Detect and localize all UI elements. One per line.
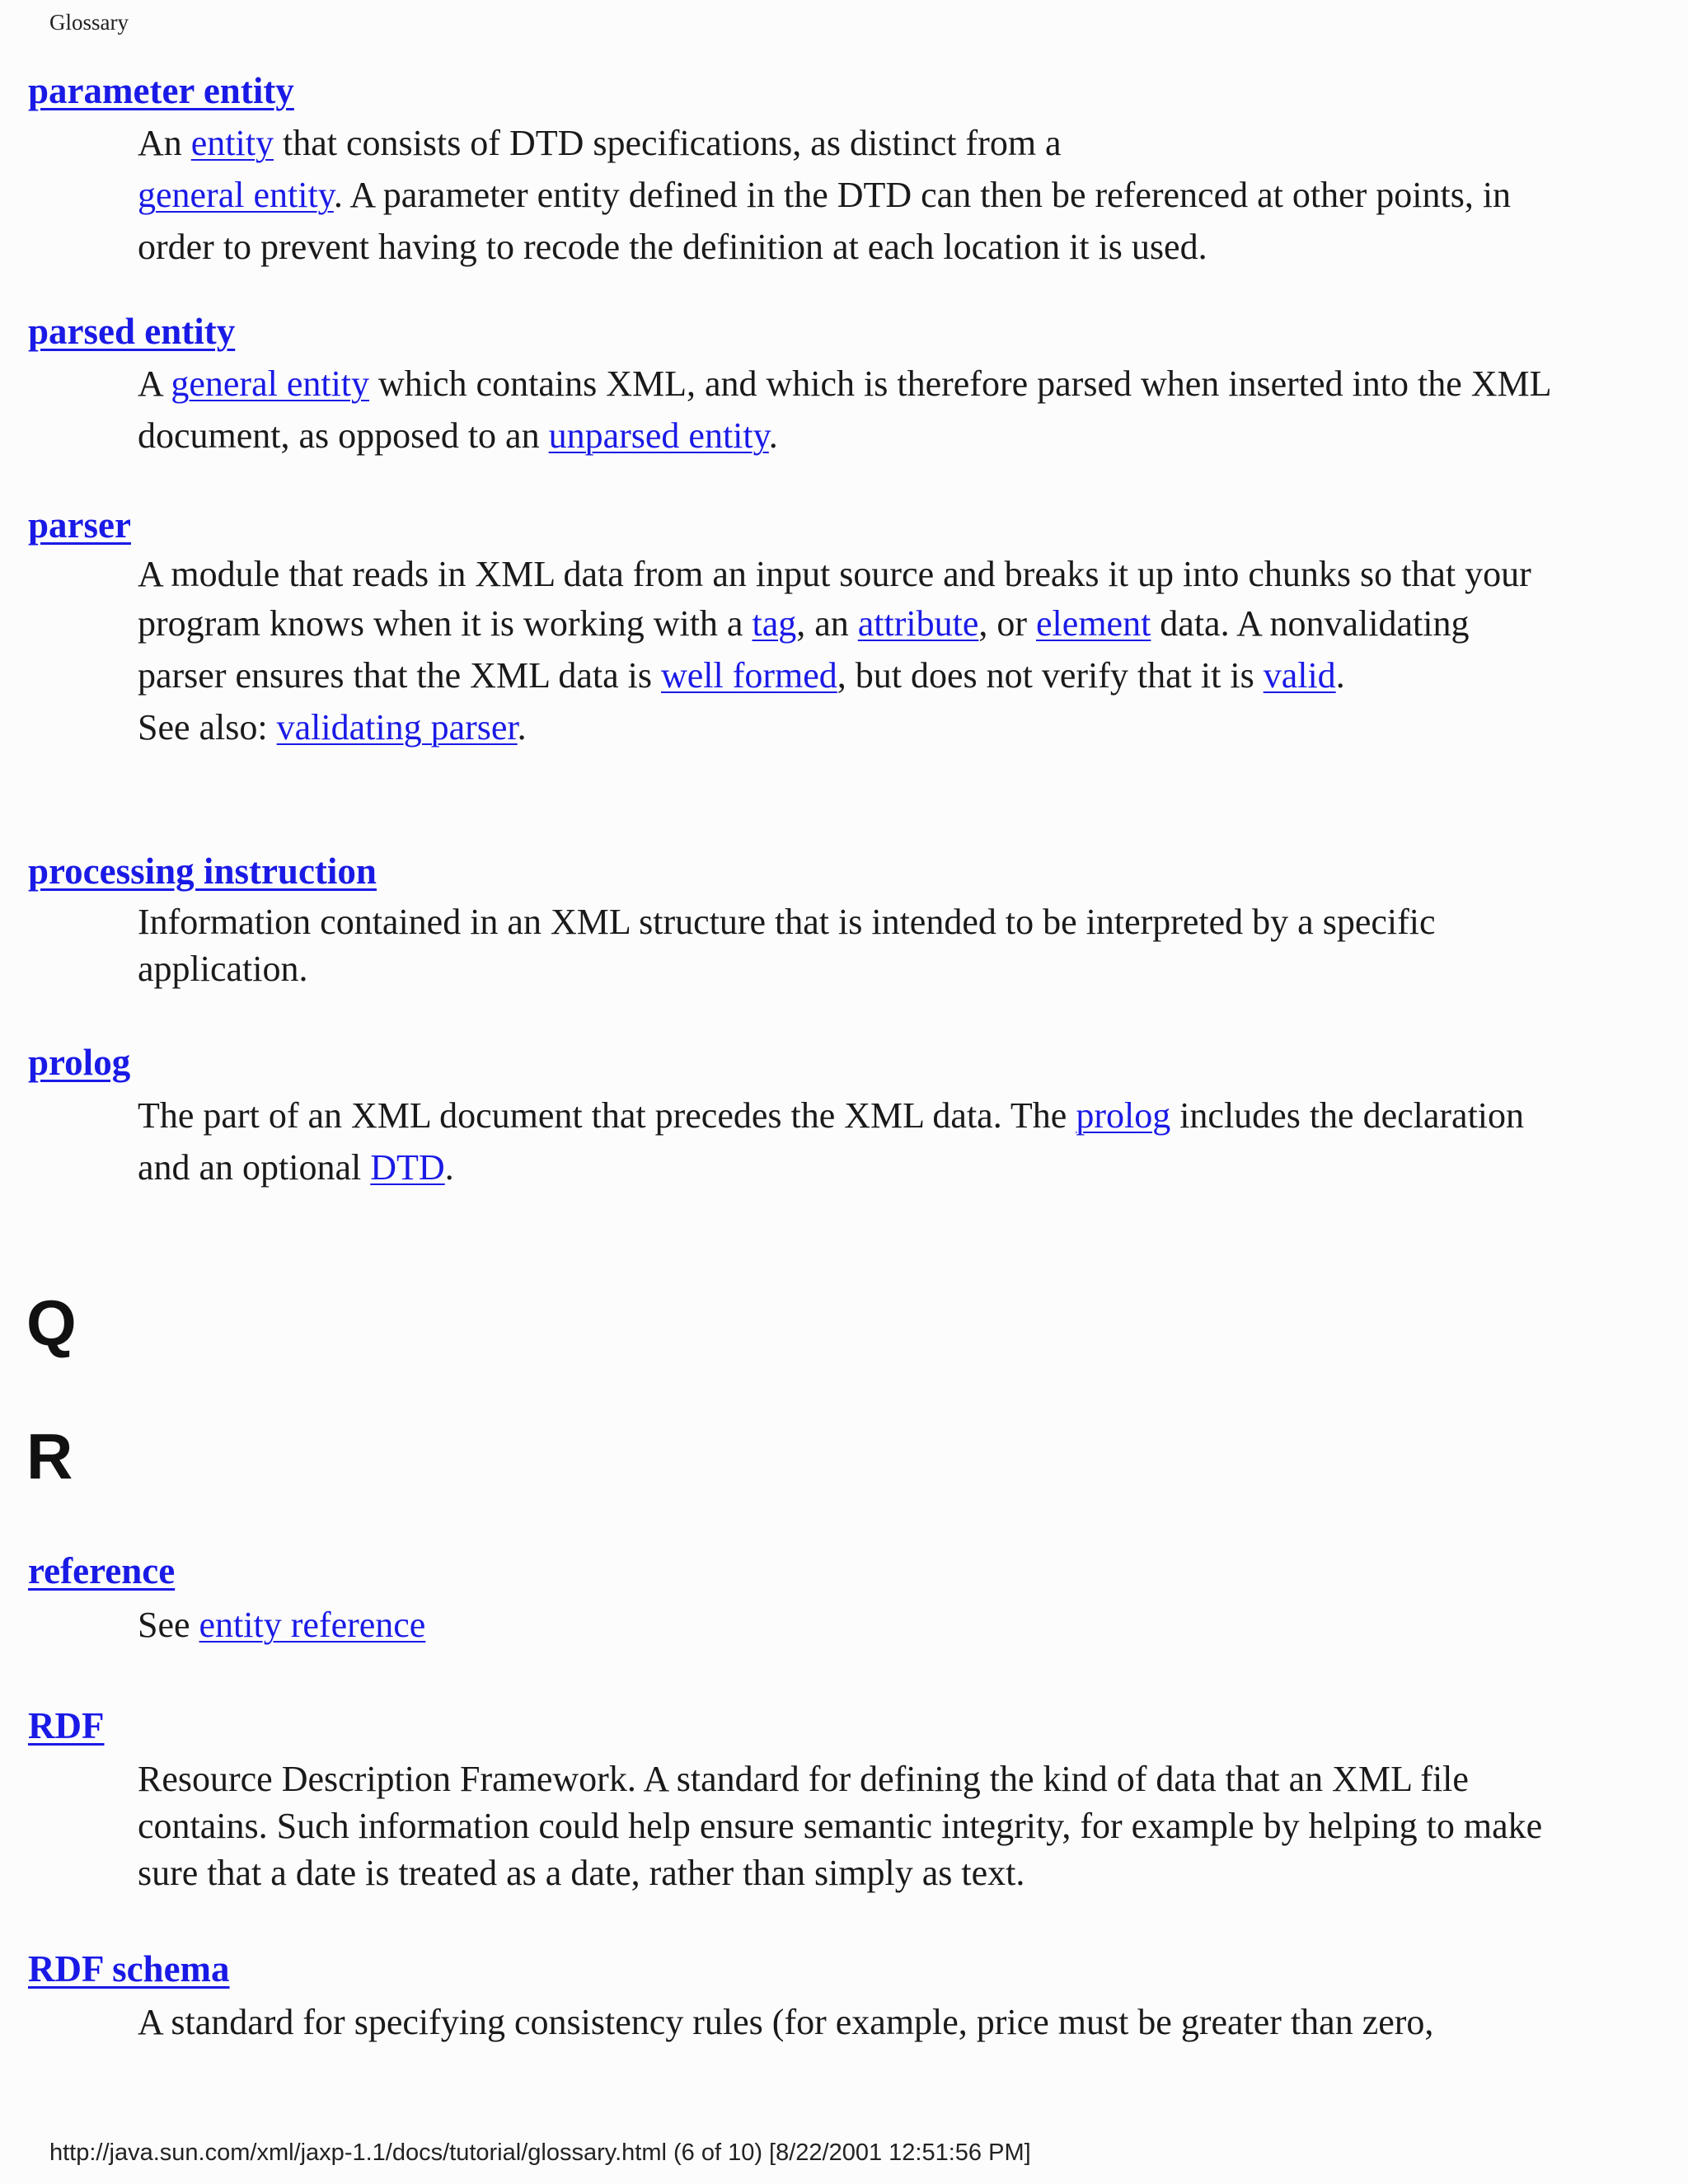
definition-line: and an optional DTD. [138,1147,454,1188]
definition-line: See also: validating parser. [138,707,527,748]
link-entity[interactable]: entity [190,123,274,163]
term-parsed-entity[interactable]: parsed entity [28,311,236,352]
link-prolog[interactable]: prolog [1076,1095,1171,1136]
link-entity-reference[interactable]: entity reference [199,1605,426,1645]
term-prolog[interactable]: prolog [28,1042,131,1083]
definition-parser [138,551,1662,753]
definition-line: Resource Description Framework. A standard for defining the kind of data that an XML file [138,1759,1469,1799]
link-valid[interactable]: valid [1263,655,1336,696]
definition-prolog [138,1090,1662,1193]
definition-line: application. [138,949,308,989]
page-header-title: Glossary [49,10,129,35]
link-unparsed-entity[interactable]: unparsed entity [548,415,769,456]
definition-line: A module that reads in XML data from an input source and breaks it up into chunks so that your [138,554,1531,594]
term-rdf[interactable]: RDF [28,1705,105,1746]
definition-line: parser ensures that the XML data is well formed, but does not verify that it is valid. [138,655,1345,696]
term-rdf-schema[interactable]: RDF schema [28,1948,230,1990]
link-general-entity[interactable]: general entity [138,175,334,215]
definition-reference [138,1599,1662,1651]
definition-line: Information contained in an XML structure that is intended to be interpreted by a specific [138,902,1436,942]
definition-parameter-entity [138,117,1662,273]
definition-processing-instruction [138,898,1662,992]
definition-line: An entity that consists of DTD specifications, as distinct from a [138,123,1062,163]
term-parameter-entity[interactable]: parameter entity [28,70,294,111]
definition-line: general entity. A parameter entity defined in the DTD can then be referenced at other points, in [138,175,1512,215]
term-reference[interactable]: reference [28,1550,176,1591]
definition-line: A general entity which contains XML, and which is therefore parsed when inserted into the XML [138,363,1552,404]
definition-line: order to prevent having to recode the definition at each location it is used. [138,227,1207,267]
definition-line: sure that a date is treated as a date, rather than simply as text. [138,1853,1025,1893]
link-tag[interactable]: tag [752,603,797,644]
definition-line: document, as opposed to an unparsed entity. [138,415,778,456]
definition-line: contains. Such information could help ensure semantic integrity, for example by helping to make [138,1806,1543,1846]
definition-line: A standard for specifying consistency rules (for example, price must be greater than zero, [138,2002,1434,2042]
definition-parsed-entity [138,358,1662,462]
definition-rdf-schema [138,1996,1662,2048]
definition-line: See entity reference [138,1605,426,1645]
section-letter-r: R [26,1420,73,1493]
definition-line: The part of an XML document that precedes the XML data. The prolog includes the declaration [138,1095,1525,1136]
link-element[interactable]: element [1036,603,1151,644]
definition-rdf [138,1755,1662,1896]
term-processing-instruction[interactable]: processing instruction [28,851,377,892]
section-letter-q: Q [26,1286,77,1359]
link-attribute[interactable]: attribute [857,603,979,644]
page-footer-url: http://java.sun.com/xml/jaxp-1.1/docs/tutorial/glossary.html (6 of 10) [8/22/2001 12:51:56 PM] [49,2139,1031,2166]
term-parser[interactable]: parser [28,504,131,546]
link-general-entity[interactable]: general entity [171,363,370,404]
definition-line: program knows when it is working with a tag, an attribute, or element data. A nonvalidating [138,603,1470,644]
link-well-formed[interactable]: well formed [660,655,837,696]
link-dtd[interactable]: DTD [370,1147,445,1188]
link-validating-parser[interactable]: validating parser [276,707,518,748]
